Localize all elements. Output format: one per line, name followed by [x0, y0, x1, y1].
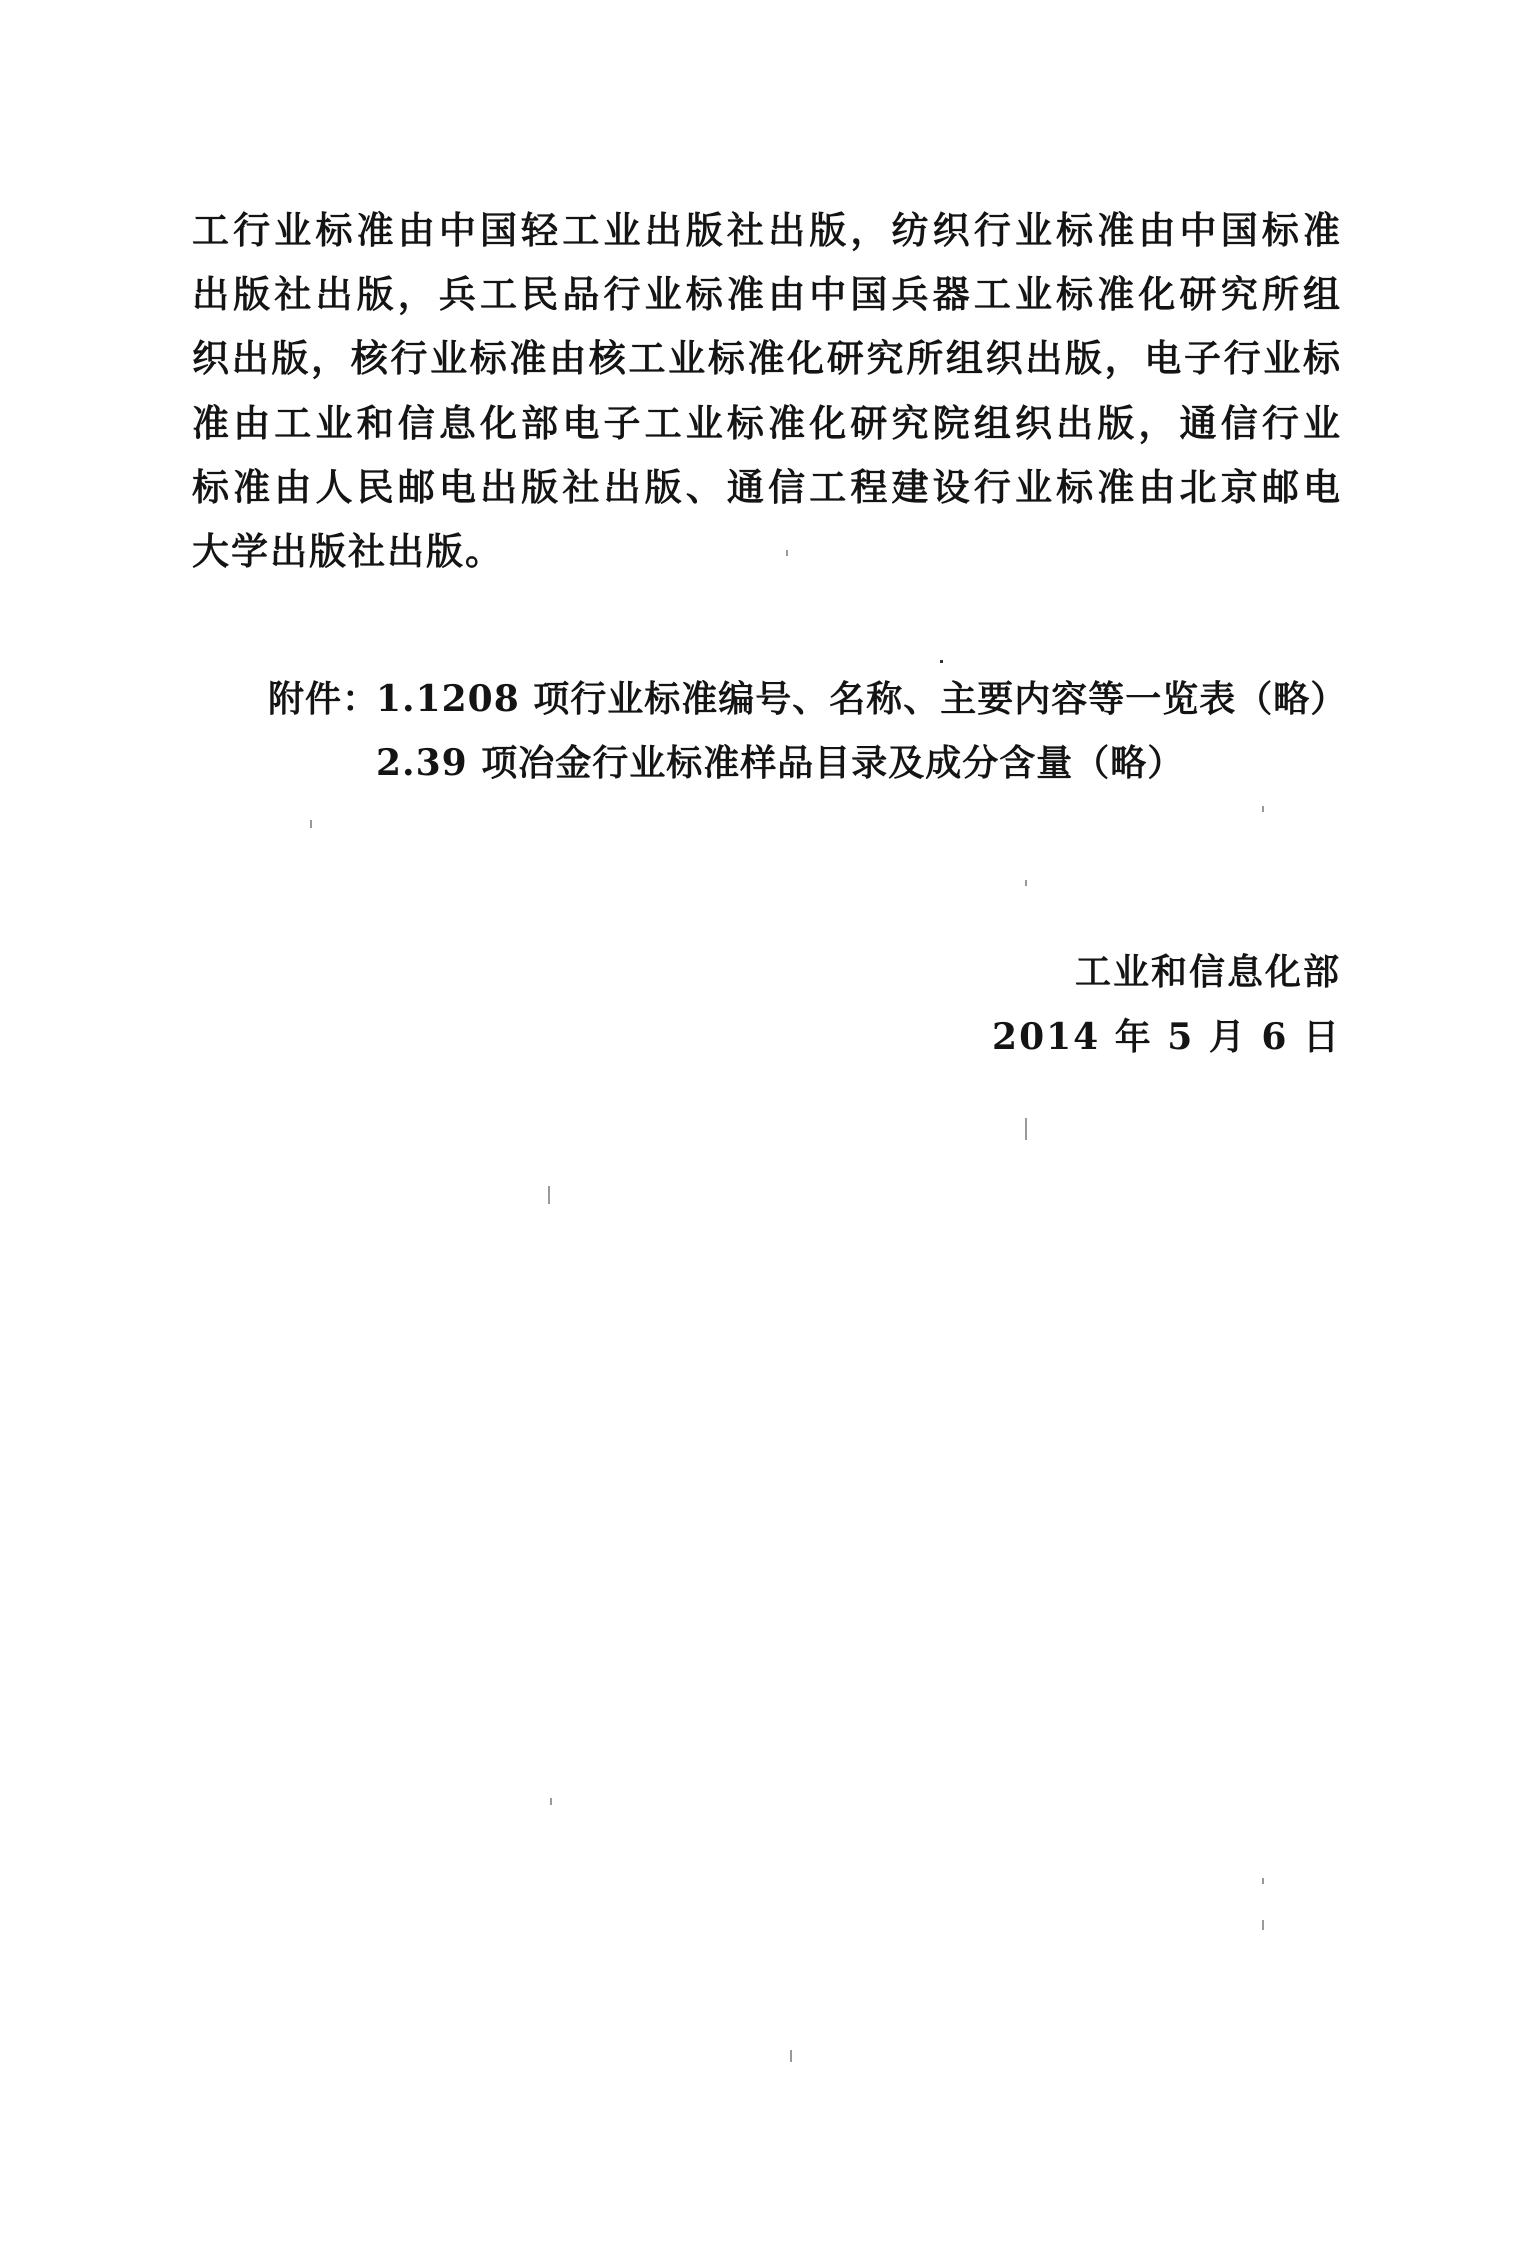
body-line-6: 大学出版社出版。	[192, 529, 504, 573]
scan-speck	[1025, 1118, 1027, 1140]
body-line-5: 标准由人民邮电出版社出版、通信工程建设行业标准由北京邮电	[192, 465, 1342, 509]
body-line-2: 出版社出版，兵工民品行业标准由中国兵器工业标准化研究所组	[192, 272, 1342, 316]
issue-date: 2014 年 5 月 6 日	[992, 1016, 1341, 1058]
body-line-3: 织出版，核行业标准由核工业标准化研究所组织出版，电子行业标	[192, 336, 1342, 380]
body-line-1: 工行业标准由中国轻工业出版社出版，纺织行业标准由中国标准	[192, 208, 1342, 252]
scan-speck	[940, 660, 943, 663]
attachment-item-2: 2.39 项冶金行业标准样品目录及成分含量（略）	[376, 742, 1185, 784]
scan-speck	[790, 2050, 792, 2062]
scan-speck	[548, 1186, 550, 1204]
scan-speck	[550, 1798, 552, 1805]
attachment-item-1: 1.1208 项行业标准编号、名称、主要内容等一览表（略）	[376, 678, 1348, 720]
scan-speck	[310, 820, 312, 828]
issuer-name: 工业和信息化部	[1074, 951, 1341, 993]
scan-speck	[1262, 806, 1264, 812]
attachments-label: 附件：	[268, 678, 380, 720]
scan-speck	[1262, 1878, 1264, 1884]
body-line-4: 准由工业和信息化部电子工业标准化研究院组织出版，通信行业	[192, 401, 1342, 445]
scan-speck	[786, 550, 788, 556]
scan-speck	[1262, 1920, 1264, 1930]
scan-speck	[1025, 880, 1027, 886]
